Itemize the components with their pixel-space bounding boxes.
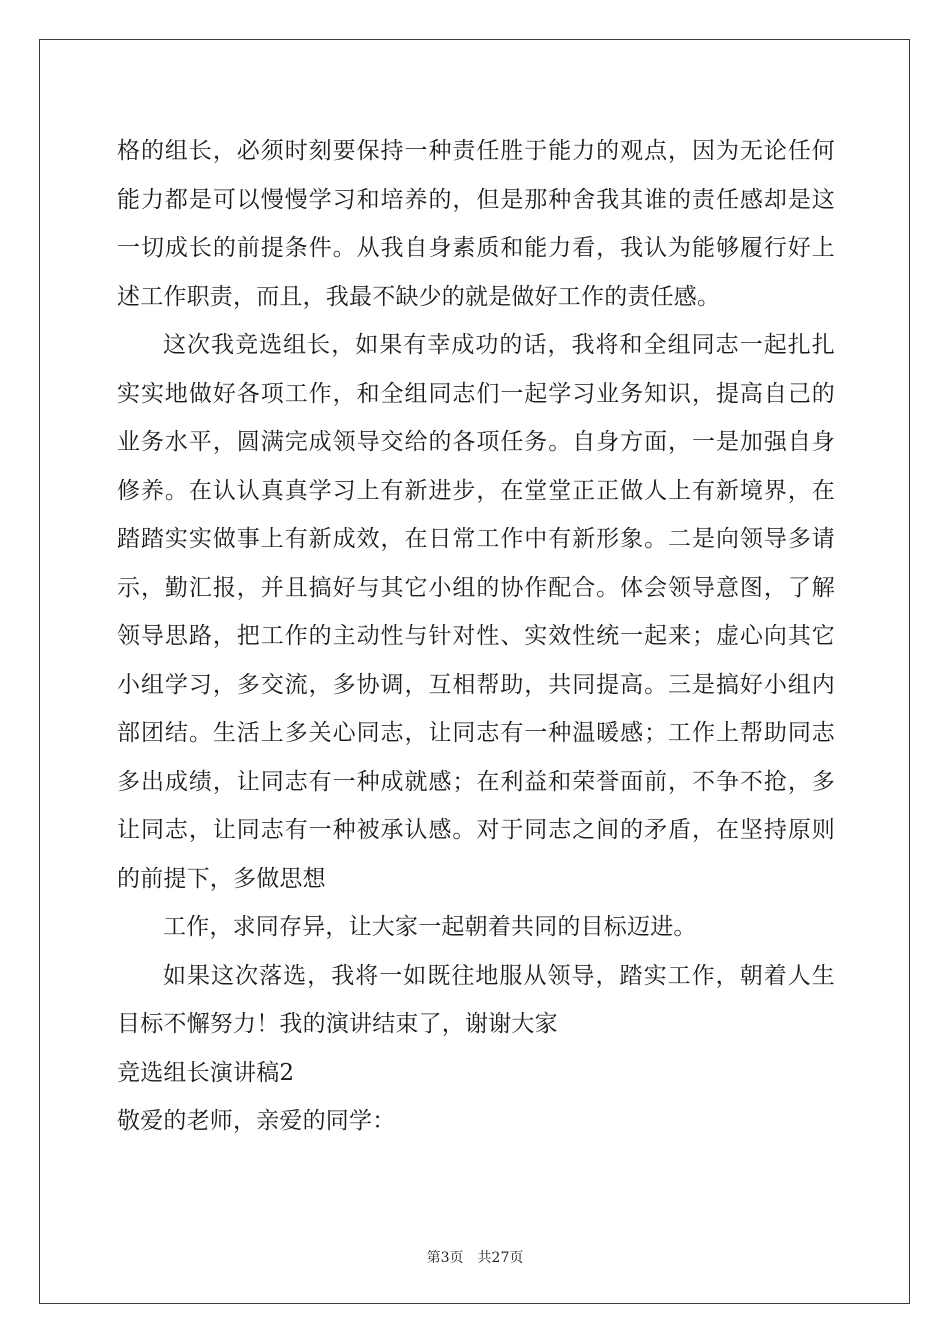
current-page-label: 第3页 (426, 1250, 464, 1266)
paragraph-2 (117, 321, 835, 903)
text-line: 述工作职责，而且，我最不缺少的就是做好工作的责任感。 (117, 283, 721, 310)
section-heading: 竞选组长演讲稿2 (117, 1059, 295, 1086)
document-body (117, 127, 835, 1146)
text-line: 如果这次落选，我将一如既往地服从领导，踏实工作，朝着人生 (163, 962, 835, 989)
text-line: 领导思路，把工作的主动性与针对性、实效性统一起来；虚心向其它 (117, 623, 835, 649)
paragraph-4 (117, 952, 835, 1049)
text-line: 实实地做好各项工作，和全组同志们一起学习业务知识，提高自己的 (117, 380, 835, 407)
paragraph-1 (117, 127, 835, 321)
text-line: 示，勤汇报，并且搞好与其它小组的协作配合。体会领导意图，了解 (117, 574, 835, 601)
text-line: 能力都是可以慢慢学习和培养的，但是那种舍我其谁的责任感却是这 (117, 186, 835, 213)
page-footer (0, 1247, 950, 1267)
text-line: 踏踏实实做事上有新成效，在日常工作中有新形象。二是向领导多请 (117, 526, 835, 552)
text-line: 工作，求同存异，让大家一起朝着共同的目标迈进。 (163, 914, 697, 940)
text-line: 格的组长，必须时刻要保持一种责任胜于能力的观点，因为无论任何 (117, 138, 835, 164)
text-line: 部团结。生活上多关心同志，让同志有一种温暖感；工作上帮助同志 (117, 720, 835, 746)
text-line: 修养。在认认真真学习上有新进步，在堂堂正正做人上有新境界，在 (117, 477, 835, 504)
text-line: 小组学习，多交流，多协调，互相帮助，共同提高。三是搞好小组内 (117, 671, 835, 698)
total-pages-label: 共27页 (477, 1250, 524, 1266)
text-line: 一切成长的前提条件。从我自身素质和能力看，我认为能够履行好上 (117, 235, 835, 261)
text-line: 这次我竞选组长，如果有幸成功的话，我将和全组同志一起扎扎 (163, 332, 835, 358)
salutation: 敬爱的老师，亲爱的同学： (117, 1108, 396, 1134)
text-line: 让同志，让同志有一种被承认感。对于同志之间的矛盾，在坚持原则 (117, 817, 835, 843)
text-line: 的前提下，多做思想 (117, 865, 326, 892)
text-line: 多出成绩，让同志有一种成就感；在利益和荣誉面前，不争不抢，多 (117, 768, 835, 795)
text-line: 目标不懈努力！我的演讲结束了，谢谢大家 (117, 1011, 558, 1037)
paragraph-3 (117, 903, 835, 952)
text-line: 业务水平，圆满完成领导交给的各项任务。自身方面，一是加强自身 (117, 429, 835, 455)
